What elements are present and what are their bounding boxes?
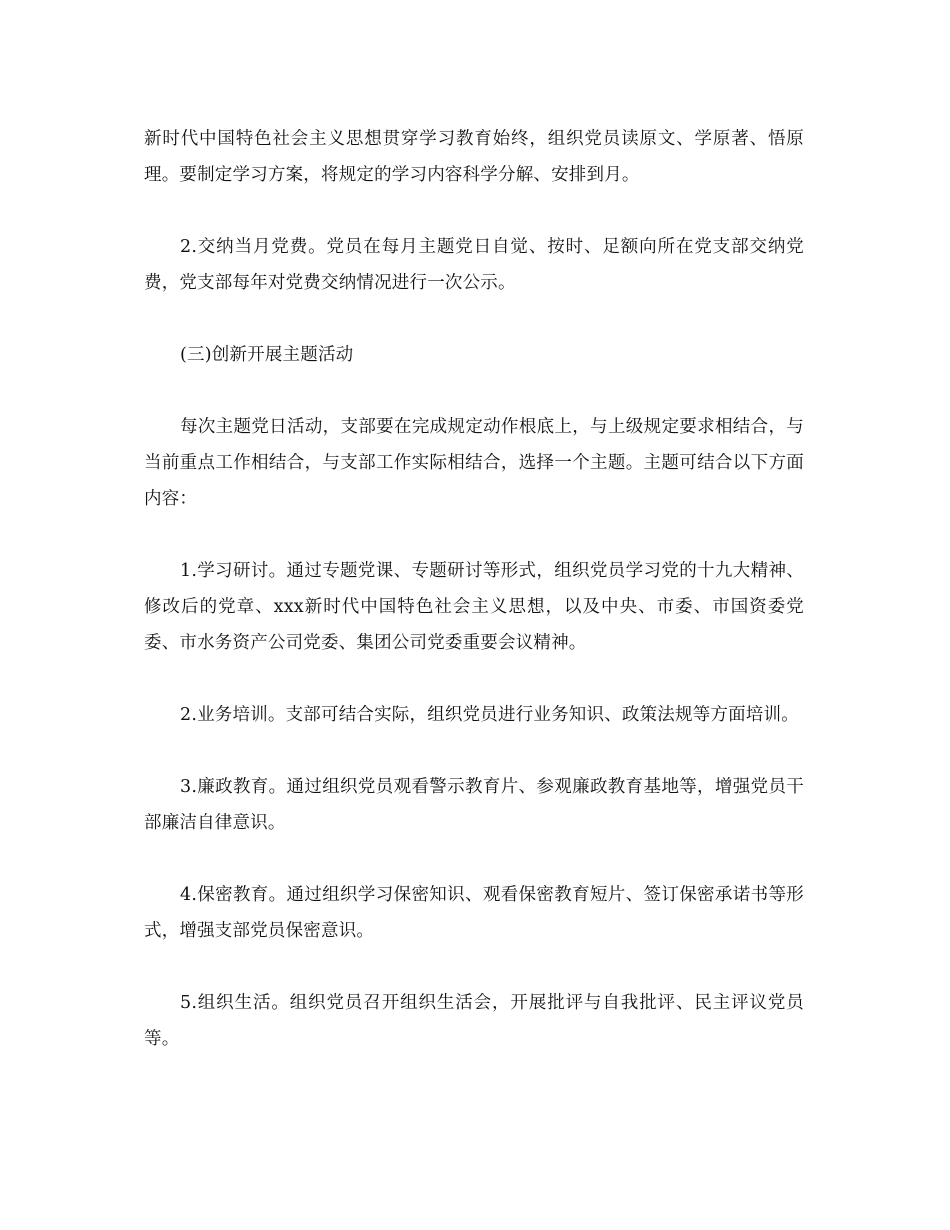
paragraph-theme-intro: 每次主题党日活动，支部要在完成规定动作根底上，与上级规定要求相结合，与当前重点工作相结合，与支部工作实际相结合，选择一个主题。主题可结合以下方面内容： (144, 417, 804, 509)
list-item-org-life: 5.组织生活。组织党员召开组织生活会，开展批评与自我批评、民主评议党员等。 (144, 993, 804, 1049)
paragraph-party-dues: 2.交纳当月党费。党员在每月主题党日自觉、按时、足额向所在党支部交纳党费，党支部每年对党费交纳情况进行一次公示。 (144, 237, 804, 293)
list-item-training: 2.业务培训。支部可结合实际，组织党员进行业务知识、政策法规等方面培训。 (180, 705, 799, 725)
list-item-integrity: 3.廉政教育。通过组织党员观看警示教育片、参观廉政教育基地等，增强党员干部廉洁自律意识。 (144, 777, 804, 833)
list-item-confidentiality: 4.保密教育。通过组织学习保密知识、观看保密教育短片、签订保密承诺书等形式，增强支部党员保密意识。 (144, 885, 804, 941)
paragraph-continuation: 新时代中国特色社会主义思想贯穿学习教育始终，组织党员读原文、学原著、悟原理。要制定学习方案，将规定的学习内容科学分解、安排到月。 (144, 129, 804, 185)
list-item-study: 1.学习研讨。通过专题党课、专题研讨等形式，组织党员学习党的十九大精神、修改后的党章、xxx新时代中国特色社会主义思想，以及中央、市委、市国资委党委、市水务资产公司党委、集团公司党委重要会议精神。 (144, 561, 804, 653)
section-heading: (三)创新开展主题活动 (180, 345, 354, 365)
document-body (144, 121, 804, 1093)
